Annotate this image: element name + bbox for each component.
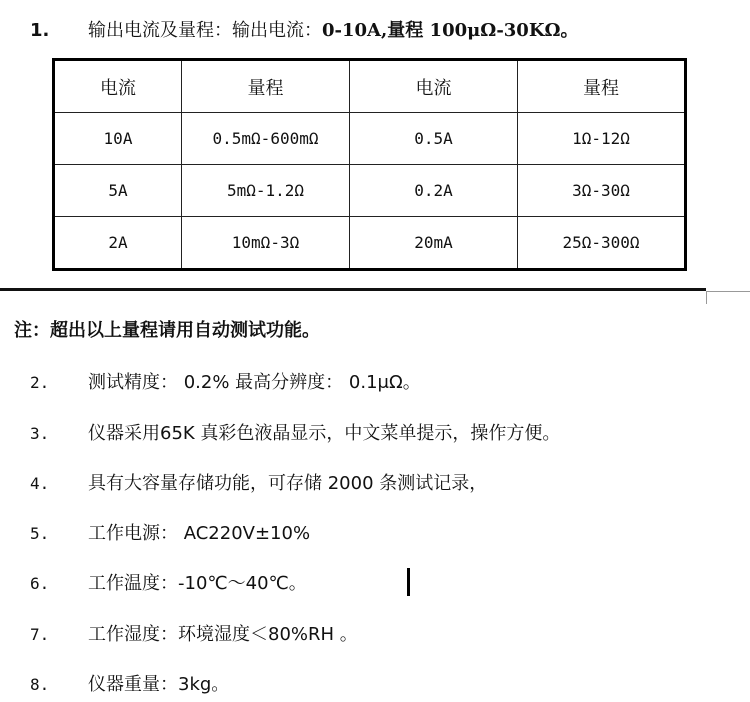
table-cell: 2A bbox=[54, 217, 182, 270]
table-row bbox=[54, 217, 686, 270]
page-margin-marker bbox=[706, 291, 750, 304]
table-cell: 25Ω-300Ω bbox=[518, 217, 686, 270]
item-text: 仪器采用65K 真彩色液晶显示，中文菜单提示，操作方便。 bbox=[88, 423, 561, 444]
table-cell: 5A bbox=[54, 165, 182, 217]
table-row bbox=[54, 165, 686, 217]
item-text: 输出电流及量程：输出电流： bbox=[88, 20, 322, 41]
range-table bbox=[52, 58, 687, 271]
table-cell: 1Ω-12Ω bbox=[518, 113, 686, 165]
item-text-bold: 0-10A,量程 100μΩ-30KΩ。 bbox=[322, 20, 579, 41]
text-cursor bbox=[407, 568, 410, 596]
item-number: 8. bbox=[30, 675, 50, 694]
table-row bbox=[54, 113, 686, 165]
header-cell: 电流 bbox=[54, 60, 182, 113]
item-text: 仪器重量：3kg。 bbox=[88, 674, 230, 695]
item-text: 工作湿度：环境湿度＜80%RH 。 bbox=[88, 624, 358, 645]
item-text: 工作温度：-10℃～40℃。 bbox=[88, 573, 307, 594]
table-header-row bbox=[54, 60, 686, 113]
page-break-line bbox=[0, 288, 706, 291]
item-number: 1. bbox=[30, 20, 50, 41]
item-number: 5. bbox=[30, 524, 50, 543]
item-number: 3. bbox=[30, 424, 50, 443]
header-cell: 电流 bbox=[350, 60, 518, 113]
table-cell: 0.2A bbox=[350, 165, 518, 217]
item-number: 2. bbox=[30, 373, 50, 392]
table-cell: 0.5mΩ-600mΩ bbox=[182, 113, 350, 165]
table-cell: 10mΩ-3Ω bbox=[182, 217, 350, 270]
item-text: 具有大容量存储功能，可存储 2000 条测试记录， bbox=[88, 473, 488, 494]
spec-item-1 bbox=[30, 14, 579, 48]
item-text: 测试精度： 0.2% 最高分辨度： 0.1μΩ。 bbox=[88, 372, 421, 393]
item-number: 4. bbox=[30, 474, 50, 493]
note-text: 注：超出以上量程请用自动测试功能。 bbox=[14, 320, 320, 341]
item-number: 7. bbox=[30, 625, 50, 644]
item-number: 6. bbox=[30, 574, 50, 593]
table-cell: 10A bbox=[54, 113, 182, 165]
header-cell: 量程 bbox=[182, 60, 350, 113]
table-cell: 20mA bbox=[350, 217, 518, 270]
table-cell: 5mΩ-1.2Ω bbox=[182, 165, 350, 217]
item-text: 工作电源： AC220V±10% bbox=[88, 523, 311, 544]
table-cell: 0.5A bbox=[350, 113, 518, 165]
table-cell: 3Ω-30Ω bbox=[518, 165, 686, 217]
header-cell: 量程 bbox=[518, 60, 686, 113]
